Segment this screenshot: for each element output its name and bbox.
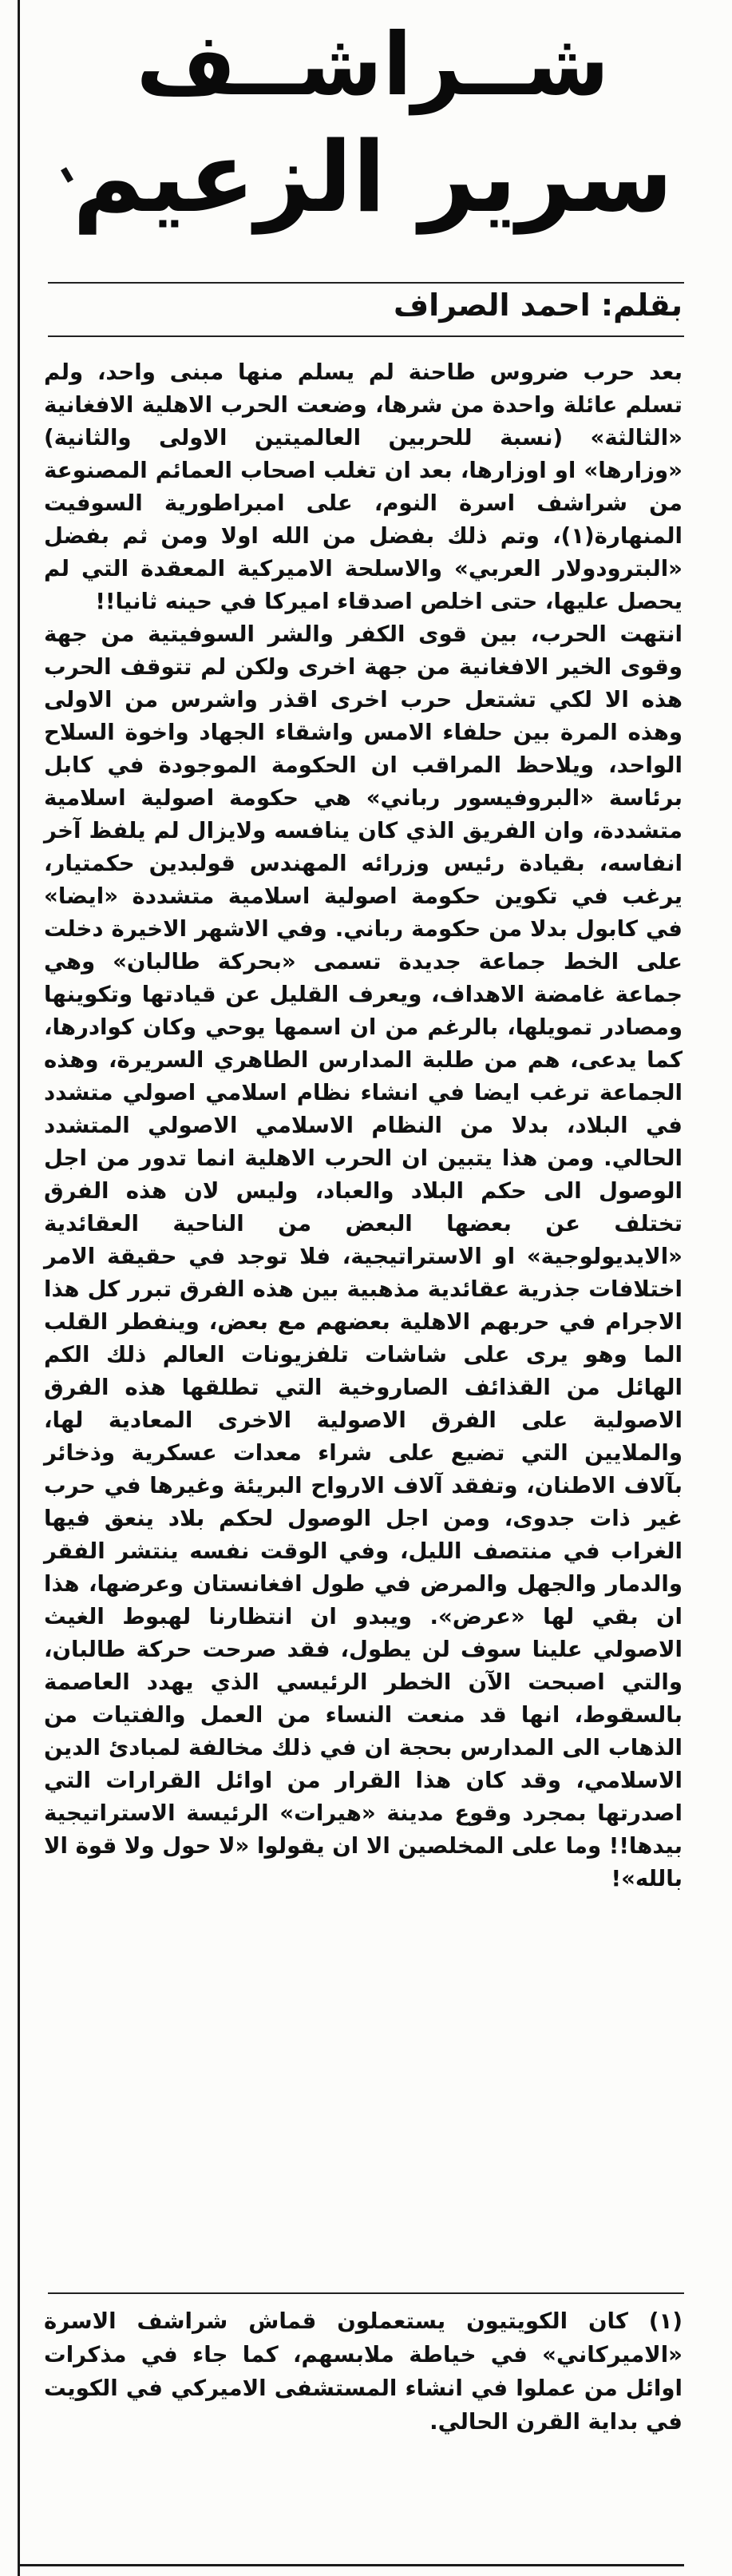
footnote: (١) كان الكويتيون يستعملون قماش شراشف الاسرة «الاميركاني» في خياطة ملابسهم، كما جاء في مذكرات اوائل من عملوا في انشاء المستشفى الاميركي في الكويت في بداية القرن الحالي. [44, 2308, 683, 2435]
article-paragraph: انتهت الحرب، بين قوى الكفر والشر السوفيتية من جهة وقوى الخير الافغانية من جهة اخرى ولكن لم تتوقف الحرب هذه الا لكي تشتعل حرب اخرى اقذر واشرس من الاولى وهذه المرة بين حلفاء الامس واشقاء الجهاد واخوة السلاح الواحد، ويلاحظ المراقب ان الحكومة الموجودة في كابل برئاسة «البروفيسور رباني» هي حكومة اصولية اسلامية متشددة، وان الفريق الذي كان ينافسه ولايزال لم يلفظ آخر انفاسه، بقيادة رئيس وزرائه المهندس قولبدين حكمتيار، يرغب في تكوين حكومة اصولية اسلامية متشددة «ايضا» في كابول بدلا من حكومة رباني. وفي الاشهر الاخيرة دخلت على الخط جماعة جديدة تسمى «بحركة طالبان» وهي جماعة غامضة الاهداف، ويعرف القليل عن قيادتها وتكوينها ومصادر تمويلها، بالرغم من ان اسمها يوحي وكان كوادرها، كما يدعى، هم من طلبة المدارس الطاهري السريرة، وهذه الجماعة ترغب ايضا في انشاء نظام اسلامي اصولي متشدد في البلاد، بدلا من النظام الاسلامي الاصولي المتشدد الحالي. ومن هذا يتبين ان الحرب الاهلية انما تدور من اجل الوصول الى حكم البلاد والعباد، وليس لان هذه الفرق تختلف عن بعضها البعض من الناحية العقائدية «الايديولوجية» او الاستراتيجية، فلا توجد في حقيقة الامر اختلافات جذرية عقائدية مذهبية بين هذه الفرق تبرر كل هذا الاجرام في حربهم الاهلية بعضهم مع بعض، وينفطر القلب الما وهو يرى على شاشات تلفزيونات العالم ذلك الكم الهائل من القذائف الصاروخية التي تطلقها هذه الفرق الاصولية على الفرق الاصولية الاخرى المعادية لها، والملايين التي تضيع على شراء معدات عسكرية وذخائر بآلاف الاطنان، وتفقد آلاف الارواح البريئة وغيرها في حرب غير ذات جدوى، ومن اجل الوصول لحكم بلاد ينعق فيها الغراب في منتصف الليل، وفي الوقت نفسه ينتشر الفقر والدمار والجهل والمرض في طول افغانستان وعرضها، هذا ان بقي لها «عرض». ويبدو ان انتظارنا لهبوط الغيث الاصولي علينا سوف لن يطول، فقد صرحت حركة طالبان، والتي اصبحت الآن الخطر الرئيسي الذي يهدد العاصمة بالسقوط، انها قد منعت النساء من العمل والفتيات من الذهاب الى المدارس بحجة ان في ذلك مخالفة لمبادئ الدين الاسلامي، وقد كان هذا القرار من اوائل القرارات التي اصدرتها بمجرد وقوع مدينة «هيرات» الرئيسة الاستراتيجية بيدها!! وما على المخلصين الا ان يقولوا «لا حول ولا قوة الا بالله»! [44, 621, 683, 1891]
column-left-rule [18, 0, 20, 2576]
byline-top-rule [48, 282, 684, 284]
byline-bottom-rule [48, 335, 684, 337]
article-title: سرير الزعيم [72, 121, 674, 235]
column-bottom-rule [18, 2564, 684, 2566]
headline-block [69, 16, 676, 233]
article-paragraph: بعد حرب ضروس طاحنة لم يسلم منها مبنى واحد، ولم تسلم عائلة واحدة من شرها، وضعت الحرب الاهلية الافغانية «الثالثة» (نسبة للحربين العالميتين الاولى والثانية) «وزارها» او اوزارها، بعد ان تغلب اصحاب العمائم المصنوعة من شراشف اسرة النوم، على امبراطورية السوفيت المنهارة(١)، وتم ذلك بفضل من الله اولا ومن ثم بفضل «البترودولار العربي» والاسلحة الاميركية المعقدة التي لم يحصل عليها، حتى اخلص اصدقاء اميركا في حينه ثانيا!! [44, 359, 683, 614]
byline: بقلم: احمد الصراف [394, 288, 683, 323]
column-kicker: شــراشــف [136, 15, 610, 115]
article-body [44, 355, 683, 1895]
footnote-separator [48, 2292, 684, 2294]
